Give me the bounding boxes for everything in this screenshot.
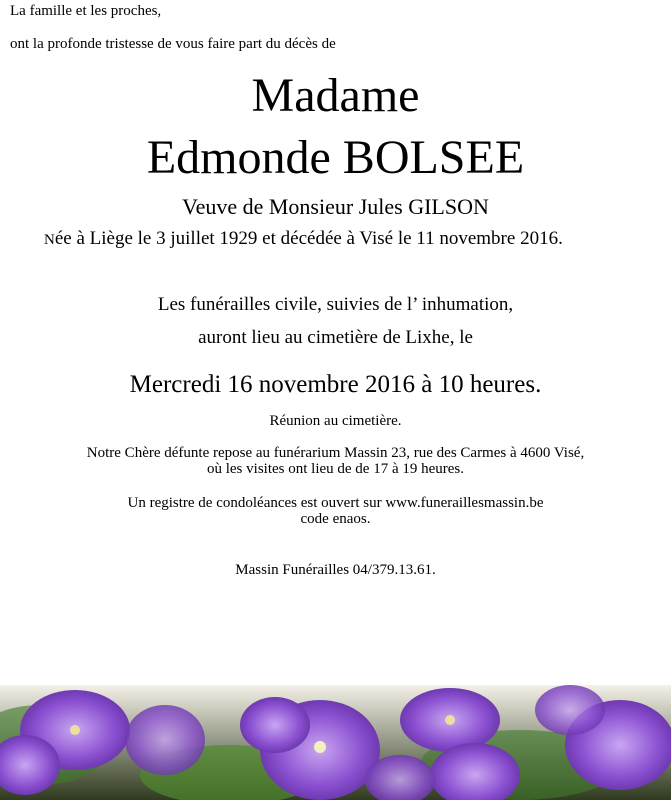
condolence-register-line-2: code enaos.: [300, 511, 371, 527]
violet-flowers-banner: [0, 685, 671, 800]
repose-line-1: Notre Chère défunte repose au funérarium Massin 23, rue des Carmes à 4600 Visé,: [86, 445, 585, 461]
funeral-home-contact: Massin Funérailles 04/379.13.61.: [235, 562, 436, 578]
funeral-line-1: Les funérailles civile, suivies de l’ inhumation,: [157, 294, 514, 315]
dates-initial: N: [44, 232, 55, 248]
funeral-date: Mercredi 16 novembre 2016 à 10 heures.: [129, 371, 542, 398]
repose-line-2: où les visites ont lieu de de 17 à 19 heures.: [206, 461, 465, 477]
meeting-place: Réunion au cimetière.: [269, 413, 402, 429]
deceased-name: Edmonde BOLSEE: [146, 131, 525, 184]
birth-death-dates: [44, 228, 671, 250]
condolence-register-line-1: Un registre de condoléances est ouvert sur www.funeraillesmassin.be: [127, 495, 544, 511]
funeral-line-2: auront lieu au cimetière de Lixhe, le: [198, 327, 473, 348]
intro-line-2: ont la profonde tristesse de vous faire part du décès de: [10, 36, 336, 52]
deceased-salutation: Madame: [251, 69, 420, 122]
widow-of-line: Veuve de Monsieur Jules GILSON: [182, 194, 489, 219]
intro-line-1: La famille et les proches,: [10, 3, 162, 19]
dates-text: ée à Liège le 3 juillet 1929 et décédée à Visé le 11 novembre 2016.: [54, 228, 563, 249]
